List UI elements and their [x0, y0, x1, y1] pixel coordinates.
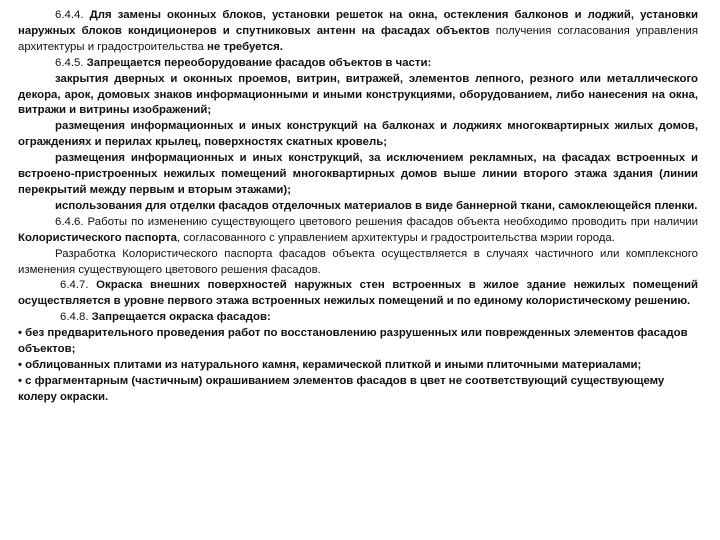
clause-number: 6.4.4. [55, 9, 90, 21]
clause-bold-text: Для замены оконных блоков, установки решеток на окна, остекления балконов и лоджий, установки наружных блоков кондиционеров и спутниковых антенн на фасадах объектов [18, 9, 698, 37]
paragraph-item-balconies: размещения информационных и иных конструкций на балконах и лоджиях многоквартирных жилых домов, ограждениях и перилах крылец, поверхностях скатных кровель; [18, 120, 698, 149]
paragraph-6-4-8 [18, 310, 698, 326]
paragraph-6-4-6 [18, 215, 698, 247]
clause-text-b: , согласованного с управлением архитектуры и градостроительства мэрии города. [177, 231, 615, 244]
clause-bold-text: Запрещается переоборудование фасадов объектов в части: [86, 56, 432, 69]
clause-normal-text: получения согласования управления архитектуры и градостроительства [18, 24, 698, 53]
bullet-item: • с фрагментарным (частичным) окрашиванием элементов фасадов в цвет не соответствующий существующему колеру окраски. [18, 374, 665, 403]
bullet-item: • облицованных плитами из натурального камня, керамической плиткой и иными плиточными материалами; [18, 358, 642, 371]
clause-number: 6.4.7. [60, 279, 97, 292]
clause-number: 6.4.5. [55, 56, 87, 69]
paragraph-coloristic-passport: Разработка Колористического паспорта фасадов объекта осуществляется в случаях частичного или комплексного изменения существующего цветового решения фасадов. [18, 247, 698, 276]
paragraph-item-closing-openings: закрытия дверных и оконных проемов, витрин, витражей, элементов лепного, резного или металлического декора, арок, домовых знаков информационными и иными конструкциями, оборудованием, либо нанесения на окна, витражи и витрины изображений; [18, 72, 698, 117]
clause-bold-text: Запрещается окраска фасадов: [91, 311, 271, 324]
paragraph-item-banner-fabric: использования для отделки фасадов отделочных материалов в виде баннерной ткани, самоклеющейся пленки. [55, 199, 698, 212]
document-page [18, 8, 698, 406]
clause-bold-text: Окраска внешних поверхностей наружных стен встроенных в жилое здание нежилых помещений осуществляется в уровне первого этажа встроенных нежилых помещений и по единому колористическому решению. [18, 279, 698, 308]
bullet-item: • без предварительного проведения работ по восстановлению разрушенных или поврежденных элементов фасадов объектов; [18, 327, 688, 356]
paragraph-item-upper-floors: размещения информационных и иных конструкций, за исключением рекламных, на фасадах встроенных и встроено-пристроенных нежилых помещений многоквартирных домов выше линии второго этажа здания (линии перекрытий между первым и вторым этажами); [18, 152, 698, 196]
paragraph-6-4-4 [18, 8, 698, 56]
clause-number: 6.4.8. [60, 311, 92, 324]
paragraph-6-4-7 [18, 278, 698, 310]
paragraph-6-4-5 [18, 56, 698, 72]
clause-bold-text: Колористического паспорта [18, 231, 178, 244]
clause-text-a: 6.4.6. Работы по изменению существующего цветового решения фасадов объекта необходимо проводить при наличии [55, 215, 698, 228]
clause-bold-end: не требуется. [206, 40, 283, 53]
